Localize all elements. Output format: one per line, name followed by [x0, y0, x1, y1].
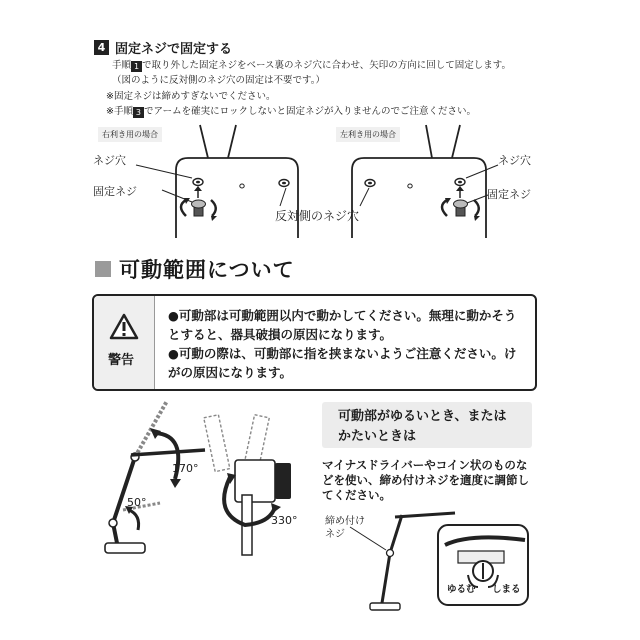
- fixing-screw-label: 固定ネジ: [487, 188, 531, 201]
- warning-triangle-icon: [109, 313, 139, 340]
- step-number: 4: [94, 40, 109, 55]
- warning-icon-panel: [94, 296, 155, 389]
- warning-label: 警告: [108, 353, 135, 368]
- tighten-label: しまる: [492, 584, 521, 595]
- step-note-2: [106, 104, 476, 119]
- adjust-screw-label-line: ネジ: [325, 529, 345, 540]
- angle-label-50: 50°: [127, 496, 147, 509]
- adjust-title-line: かたいときは: [338, 429, 417, 444]
- angle-label-170: 170°: [172, 462, 199, 475]
- step-instruction-1: [112, 58, 511, 73]
- warning-item: ●可動の際は、可動部に指を挟まないようご注意ください。けがの原因になります。: [168, 346, 517, 380]
- movable-range-figure: [95, 395, 310, 570]
- warning-item: ●可動部は可動範囲以内で動かしてください。無理に動かそうとすると、器具破損の原因になります。: [168, 308, 517, 342]
- right-hand-label: 右利き用の場合: [98, 127, 162, 142]
- section-marker: [95, 261, 111, 277]
- step-ref-number: 1: [131, 61, 142, 72]
- step-note-1: ※固定ネジは締めすぎないでください。: [106, 91, 276, 102]
- adjust-instructions: マイナスドライバーやコイン状のものなどを使い、締め付けネジを適度に調節してください。: [322, 458, 529, 502]
- adjust-title-line: 可動部がゆるいとき、または: [338, 409, 507, 424]
- angle-label-330: 330°: [271, 514, 298, 527]
- section-title: 可動範囲について: [119, 258, 295, 282]
- screw-hole-label: ネジ穴: [498, 154, 531, 167]
- step-ref-number: 3: [133, 107, 144, 118]
- adjust-callout-title: [338, 407, 506, 447]
- loosen-label: ゆるむ: [447, 584, 476, 595]
- warning-box: [92, 294, 537, 391]
- step-note-pre: ※手順: [106, 106, 133, 117]
- fixing-screw-icon: [454, 200, 468, 216]
- adjust-screw-label: [325, 515, 365, 541]
- fixing-screw-icon: [192, 200, 206, 216]
- step-instruction-pre: 手順: [112, 60, 132, 71]
- fixing-screw-label: 固定ネジ: [93, 185, 137, 198]
- step-note-text: でアームを確実にロックしないと固定ネジが入りませんのでご注意ください。: [143, 106, 476, 117]
- opposite-screw-hole-label: 反対側のネジ穴: [275, 209, 360, 223]
- head-rotation-figure: [204, 415, 291, 555]
- section-heading: [95, 254, 295, 284]
- step-instruction-2: （図のように反対側のネジ穴の固定は不要です。）: [112, 75, 325, 86]
- adjust-screw-label-line: 締め付け: [325, 516, 365, 527]
- step-instruction-text: で取り外した固定ネジをベース裏のネジ穴に合わせ、矢印の方向に回して固定します。: [142, 60, 511, 71]
- step-title: 固定ネジで固定する: [115, 42, 233, 57]
- left-hand-label: 左利き用の場合: [336, 127, 400, 142]
- step-heading: [94, 38, 232, 57]
- warning-text: [168, 306, 528, 382]
- screw-hole-label: ネジ穴: [93, 154, 126, 167]
